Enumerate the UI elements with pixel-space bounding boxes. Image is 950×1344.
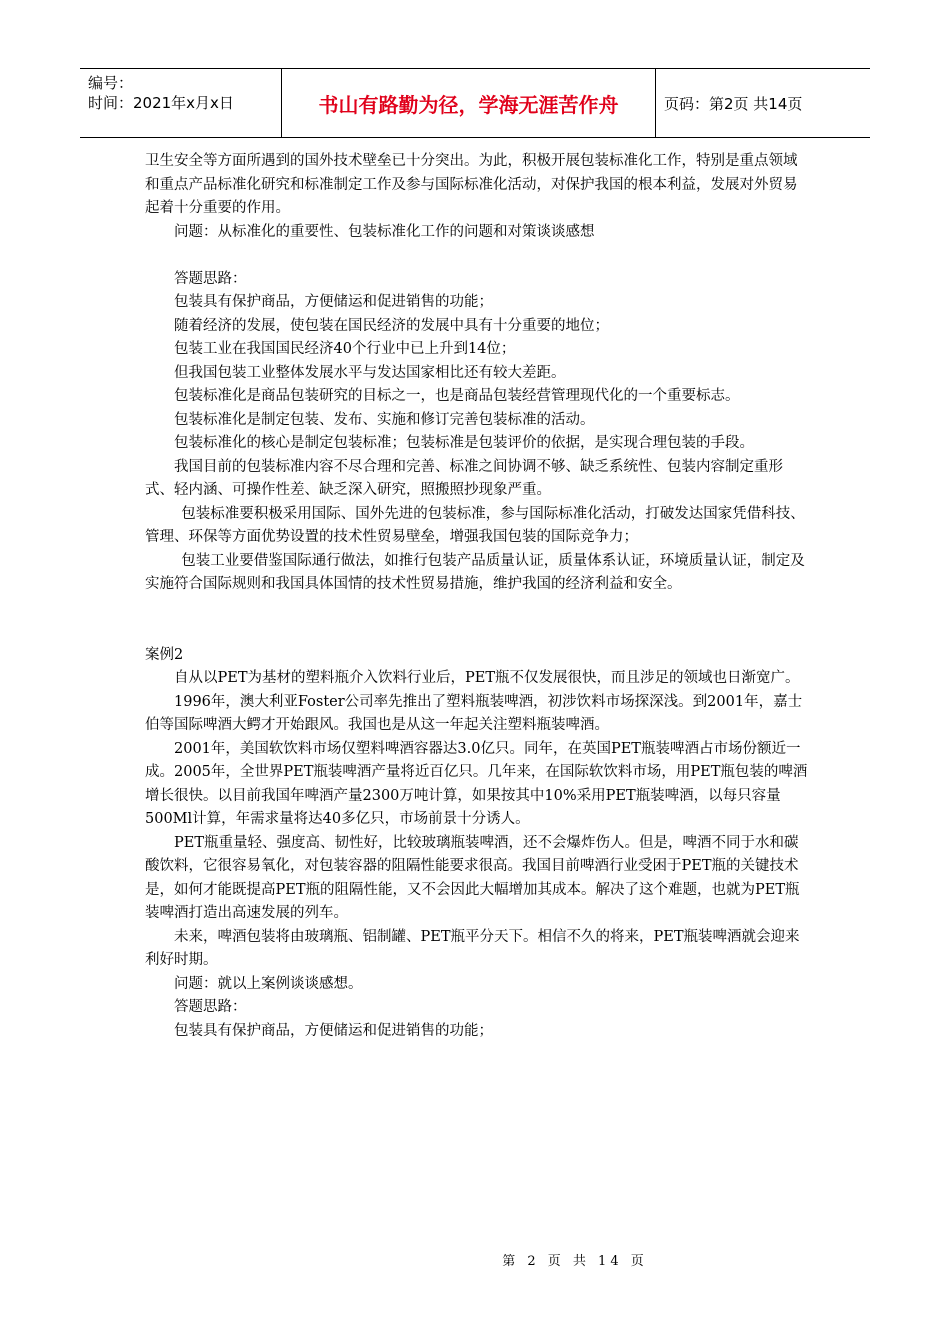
question-2: 问题：就以上案例谈谈感想。 bbox=[174, 975, 363, 992]
answer-line: 包装工业在我国国民经济40个行业中已上升到14位； bbox=[174, 341, 516, 357]
answer-line: 包装具有保护商品，方便储运和促进销售的功能； bbox=[174, 1022, 493, 1039]
header-motto: 书山有路勤为径，学海无涯苦作舟 bbox=[281, 69, 656, 137]
case-paragraph: 2001年，美国软饮料市场仅塑料啤酒容器达3.0亿只。同年，在英国PET瓶装啤酒占市场份额近一成。2005年，全世界PET瓶装啤酒产量将近百亿只。几年来，在国际软饮料市场，用PET瓶包装的啤酒增长很快。以目前我国年啤酒产量2300万吨计算，如果按其中10%采用PET瓶装啤酒，以每只容量500Ml计算，年需求量将达40多亿只，市场前景十分诱人。 bbox=[145, 740, 808, 827]
answer-idea-label-2: 答题思路： bbox=[174, 999, 247, 1015]
case-paragraph: PET瓶重量轻、强度高、韧性好，比较玻璃瓶装啤酒，还不会爆炸伤人。但是，啤酒不同于水和碳酸饮料，它很容易氧化，对包装容器的阻隔性能要求很高。我国目前啤酒行业受困于PET瓶的关键技术是，如何才能既提高PET瓶的阻隔性能，又不会因此大幅增加其成本。解决了这个难题，也就为PET瓶装啤酒打造出高速发展的列车。 bbox=[145, 834, 800, 921]
page-header bbox=[80, 68, 870, 138]
header-meta bbox=[88, 73, 278, 113]
doc-number-label: 编号： bbox=[88, 74, 134, 92]
paragraph: 卫生安全等方面所遇到的国外技术壁垒已十分突出。为此，积极开展包装标准化工作，特别是重点领域和重点产品标准化研究和标准制定工作及参与国际标准化活动，对保护我国的根本利益，发展对外贸易起着十分重要的作用。 bbox=[145, 153, 798, 216]
answer-line: 包装标准化的核心是制定包装标准；包装标准是包装评价的依据，是实现合理包装的手段。 bbox=[174, 435, 754, 451]
answer-line: 我国目前的包装标准内容不尽合理和完善、标准之间协调不够、缺乏系统性、包装内容制定重形式、轻内涵、可操作性差、缺乏深入研究，照搬照抄现象严重。 bbox=[145, 458, 783, 498]
answer-line: 包装标准要积极采用国际、国外先进的包装标准，参与国际标准化活动，打破发达国家凭借科技、管理、环保等方面优势设置的技术性贸易壁垒，增强我国包装的国际竞争力； bbox=[145, 505, 805, 545]
case-paragraph: 1996年，澳大利亚Foster公司率先推出了塑料瓶装啤酒，初涉饮料市场探深浅。到2001年，嘉士伯等国际啤酒大鳄才开始跟风。我国也是从这一年起关注塑料瓶装啤酒。 bbox=[145, 693, 803, 733]
question-1: 问题：从标准化的重要性、包装标准化工作的问题和对策谈谈感想 bbox=[174, 223, 595, 240]
case-2-title: 案例2 bbox=[145, 646, 184, 663]
answer-line: 包装标准化是商品包装研究的目标之一，也是商品包装经营管理现代化的一个重要标志。 bbox=[174, 388, 740, 404]
document-body bbox=[145, 150, 810, 1043]
answer-line: 随着经济的发展，使包装在国民经济的发展中具有十分重要的地位； bbox=[174, 317, 609, 334]
answer-line: 包装标准化是制定包装、发布、实施和修订完善包装标准的活动。 bbox=[174, 411, 595, 428]
case-paragraph: 未来，啤酒包装将由玻璃瓶、铝制罐、PET瓶平分天下。相信不久的将来，PET瓶装啤酒就会迎来利好时期。 bbox=[145, 928, 800, 968]
answer-line: 但我国包装工业整体发展水平与发达国家相比还有较大差距。 bbox=[174, 364, 566, 381]
answer-line: 包装工业要借鉴国际通行做法，如推行包装产品质量认证，质量体系认证，环境质量认证，制定及实施符合国际规则和我国具体国情的技术性贸易措施，维护我国的经济利益和安全。 bbox=[145, 552, 805, 592]
case-paragraph: 自从以PET为基材的塑料瓶介入饮料行业后，PET瓶不仅发展很快，而且涉足的领域也日渐宽广。 bbox=[174, 670, 800, 686]
answer-idea-label-1: 答题思路： bbox=[174, 270, 247, 287]
page-footer: 第 2 页 共 14 页 bbox=[502, 1254, 648, 1269]
answer-line: 包装具有保护商品，方便储运和促进销售的功能； bbox=[174, 294, 493, 310]
doc-time-label: 时间：2021年x月x日 bbox=[88, 94, 234, 112]
header-page-number: 页码：第2页 共14页 bbox=[664, 94, 803, 113]
